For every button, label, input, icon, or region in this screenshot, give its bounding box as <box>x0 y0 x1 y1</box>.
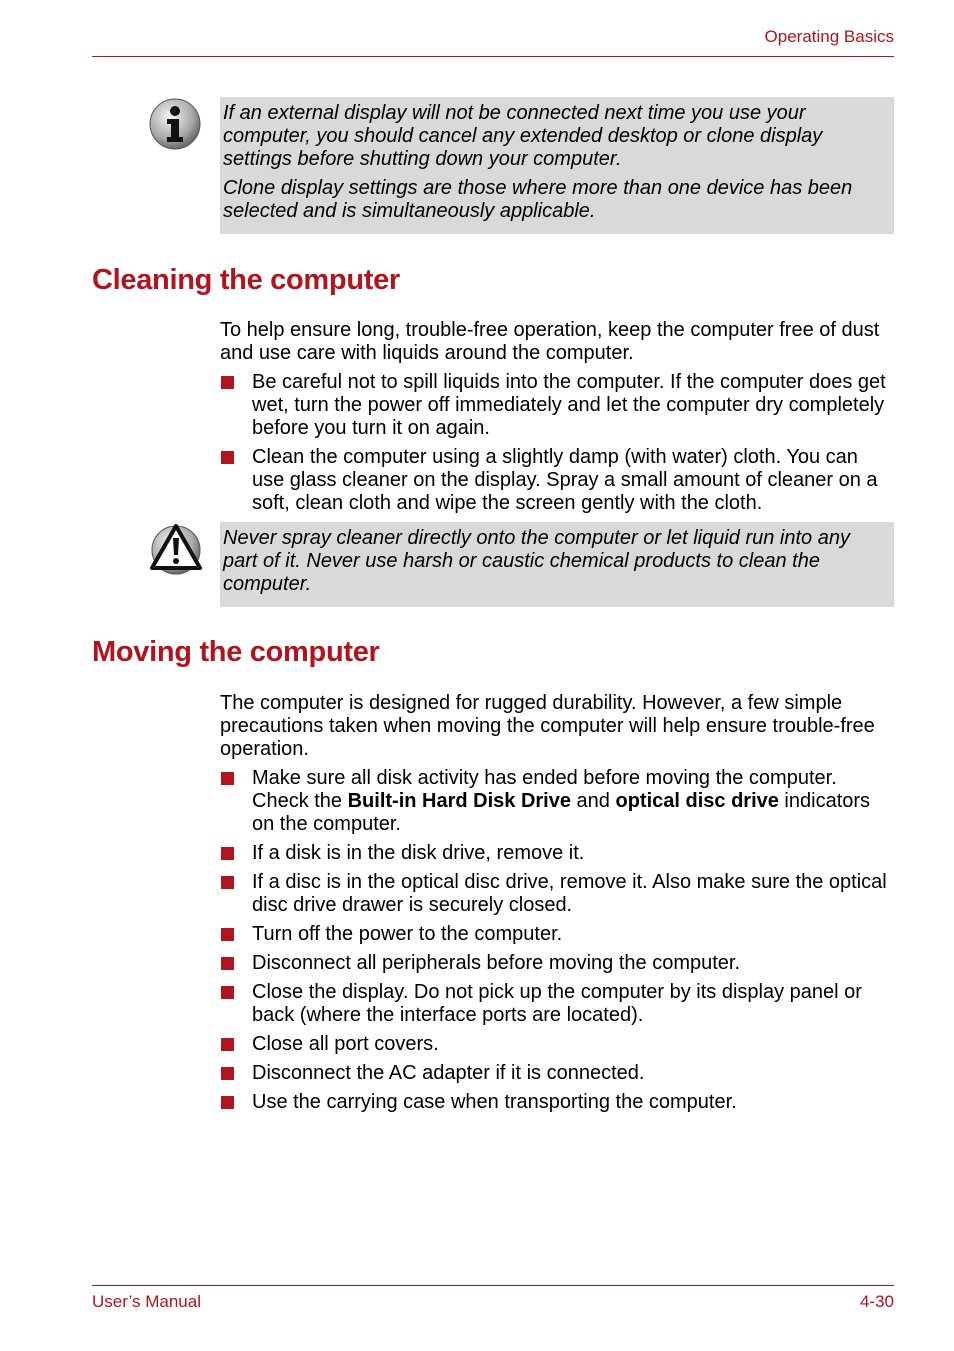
bullet-square-icon <box>221 772 234 785</box>
caution-box <box>220 522 894 607</box>
list-item <box>220 981 894 1027</box>
footer-manual-title: User’s Manual <box>92 1292 201 1311</box>
list-item <box>220 767 894 836</box>
bold-term: Built-in Hard Disk Drive <box>347 790 571 812</box>
list-item-text: Close all port covers. <box>252 1033 439 1055</box>
list-item <box>220 1062 894 1085</box>
info-icon <box>148 97 204 153</box>
heading-cleaning: Cleaning the computer <box>92 264 400 296</box>
bullet-square-icon <box>221 1096 234 1109</box>
bullet-square-icon <box>221 986 234 999</box>
list-item <box>220 842 894 865</box>
page-header-title: Operating Basics <box>764 27 894 46</box>
list-item <box>220 952 894 975</box>
bullet-square-icon <box>221 1067 234 1080</box>
bullet-square-icon <box>221 1038 234 1051</box>
text-run: indicators on the computer. <box>252 790 871 835</box>
list-item <box>220 871 894 917</box>
heading-moving: Moving the computer <box>92 636 380 668</box>
moving-intro: The computer is designed for rugged durability. However, a few simple precautions taken when moving the computer will help ensure trouble-free operation. <box>220 692 875 760</box>
list-item-text: Close the display. Do not pick up the computer by its display panel or back (where the interface ports are located). <box>252 981 862 1026</box>
text-run: Make sure all disk activity has ended before moving the computer. Check the <box>252 767 837 812</box>
list-item-text: Clean the computer using a slightly damp (with water) cloth. You can use glass cleaner on the display. Spray a small amount of cleaner on a soft, clean cloth and wipe the screen gently with the cloth. <box>252 446 878 514</box>
bullet-square-icon <box>221 376 234 389</box>
list-item <box>220 446 894 515</box>
bullet-square-icon <box>221 876 234 889</box>
cleaning-bullets <box>220 371 894 515</box>
footer-rule <box>92 1285 894 1286</box>
bold-term: optical disc drive <box>615 790 779 812</box>
bullet-square-icon <box>221 957 234 970</box>
list-item-text: Disconnect the AC adapter if it is connected. <box>252 1062 645 1084</box>
note-paragraph: If an external display will not be connected next time you use your computer, you should cancel any extended desktop or clone display settings before shutting down your computer. <box>223 102 823 170</box>
list-item-text: Disconnect all peripherals before moving the computer. <box>252 952 741 974</box>
list-item-text <box>252 767 870 835</box>
bullet-square-icon <box>221 928 234 941</box>
bullet-square-icon <box>221 847 234 860</box>
warning-icon <box>148 520 204 576</box>
list-item-text: Turn off the power to the computer. <box>252 923 563 945</box>
list-item-text: If a disk is in the disk drive, remove it. <box>252 842 585 864</box>
list-item-text: Use the carrying case when transporting the computer. <box>252 1091 737 1113</box>
caution-text: Never spray cleaner directly onto the computer or let liquid run into any part of it. Never use harsh or caustic chemical products to clean the computer. <box>223 527 850 595</box>
moving-section <box>220 692 894 1120</box>
list-item-text: Be careful not to spill liquids into the computer. If the computer does get wet, turn the power off immediately and let the computer dry completely before you turn it on again. <box>252 371 886 439</box>
note-paragraph: Clone display settings are those where more than one device has been selected and is simultaneously applicable. <box>223 177 853 222</box>
moving-bullets <box>220 767 894 1114</box>
list-item <box>220 371 894 440</box>
list-item-text: If a disc is in the optical disc drive, remove it. Also make sure the optical disc drive drawer is securely closed. <box>252 871 887 916</box>
note-box-display <box>220 97 894 234</box>
list-item <box>220 923 894 946</box>
footer-page-number: 4-30 <box>859 1292 894 1311</box>
cleaning-intro: To help ensure long, trouble-free operation, keep the computer free of dust and use care with liquids around the computer. <box>220 319 880 364</box>
list-item <box>220 1033 894 1056</box>
header-rule <box>92 56 894 57</box>
text-run: and <box>571 790 616 812</box>
list-item <box>220 1091 894 1114</box>
bullet-square-icon <box>221 451 234 464</box>
cleaning-section <box>220 319 894 521</box>
